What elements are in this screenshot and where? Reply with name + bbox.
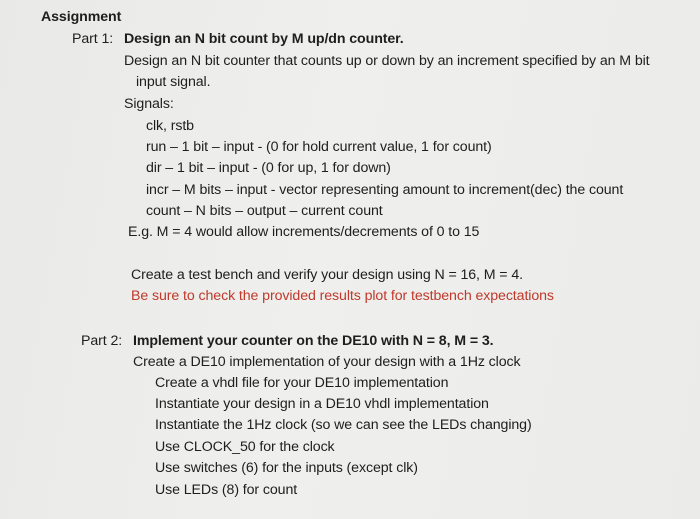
signals-label: Signals: xyxy=(124,96,174,112)
part2-step: Use LEDs (8) for count xyxy=(155,482,298,498)
assignment-heading: Assignment xyxy=(41,9,122,25)
example-text: E.g. M = 4 would allow increments/decrements of 0 to 15 xyxy=(128,224,480,240)
part2-step: Use CLOCK_50 for the clock xyxy=(155,439,335,455)
part1-description-line1: Design an N bit counter that counts up or down by an increment specified by an M bit xyxy=(124,53,650,69)
signal-item: count – N bits – output – current count xyxy=(146,203,383,219)
part2-step: Create a vhdl file for your DE10 implementation xyxy=(155,375,449,391)
part2-intro: Create a DE10 implementation of your design with a 1Hz clock xyxy=(133,354,521,370)
signal-item: clk, rstb xyxy=(146,118,194,134)
part2-step: Use switches (6) for the inputs (except clk) xyxy=(155,460,418,476)
part1-label: Part 1: xyxy=(72,31,114,47)
part2-label: Part 2: xyxy=(81,333,123,349)
testbench-text: Create a test bench and verify your design using N = 16, M = 4. xyxy=(131,267,523,283)
part2-step: Instantiate your design in a DE10 vhdl implementation xyxy=(155,396,489,412)
part2-step: Instantiate the 1Hz clock (so we can see the LEDs changing) xyxy=(155,417,532,433)
signal-item: run – 1 bit – input - (0 for hold current value, 1 for count) xyxy=(146,139,492,155)
testbench-warning: Be sure to check the provided results plot for testbench expectations xyxy=(131,288,554,304)
part1-description-line2: input signal. xyxy=(136,74,211,90)
part2-title: Implement your counter on the DE10 with N = 8, M = 3. xyxy=(133,333,494,349)
signal-item: dir – 1 bit – input - (0 for up, 1 for down) xyxy=(146,160,391,176)
part1-title: Design an N bit count by M up/dn counter. xyxy=(124,31,404,47)
signal-item: incr – M bits – input - vector representing amount to increment(dec) the count xyxy=(146,182,624,198)
